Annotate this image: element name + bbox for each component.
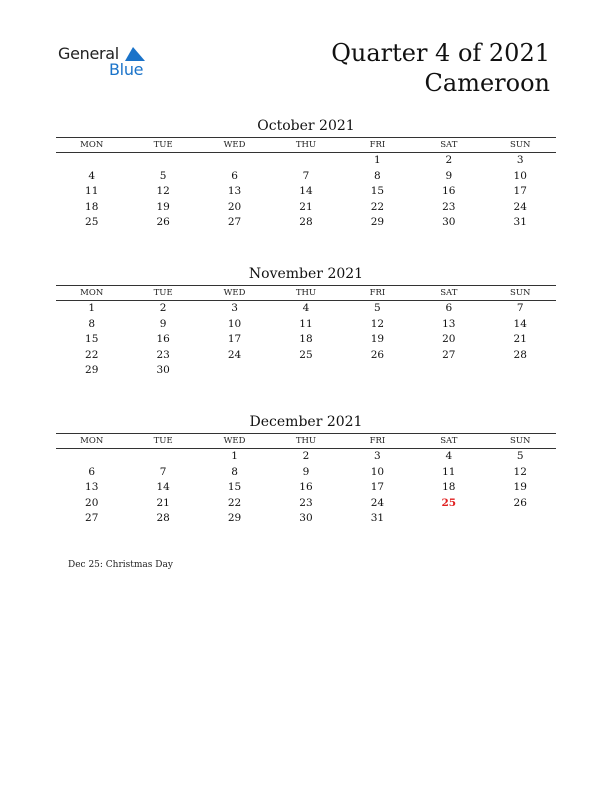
day-cell: 16: [442, 185, 456, 198]
day-cell: 18: [299, 333, 313, 346]
month-december: [56, 413, 556, 527]
day-cell: 20: [85, 496, 99, 509]
day-cell: 15: [85, 333, 99, 346]
day-cell: 6: [88, 465, 96, 478]
day-cell: 7: [516, 302, 524, 314]
day-cell: 4: [88, 169, 96, 182]
day-cell: 23: [442, 200, 456, 213]
weekday-label: TUE: [153, 288, 173, 298]
weekday-label: MON: [80, 140, 104, 150]
title-country: Cameroon: [424, 69, 550, 97]
holiday-note: Dec 25: Christmas Day: [68, 560, 173, 570]
day-cell: 8: [88, 317, 96, 330]
day-cell: 22: [370, 200, 385, 213]
logo-triangle-icon: [125, 47, 145, 61]
day-cell: 20: [442, 333, 456, 346]
day-cell: [413, 511, 484, 527]
day-cell: 5: [374, 302, 381, 314]
day-cell: 3: [374, 450, 381, 462]
week-row: [56, 169, 556, 185]
week-row: [56, 184, 556, 200]
day-cell: 23: [156, 348, 170, 361]
day-cell: 3: [231, 302, 238, 314]
weekday-label: SUN: [510, 288, 531, 298]
day-cell: 13: [85, 481, 99, 494]
weekday-header: [56, 285, 556, 301]
day-cell: 22: [227, 496, 242, 509]
weekday-label: WED: [223, 436, 246, 446]
day-cell: 9: [159, 317, 167, 330]
weekday-label: THU: [295, 140, 317, 150]
day-cell: 9: [302, 465, 310, 478]
week-row: [56, 153, 556, 169]
week-row: [56, 480, 556, 496]
day-cell: 22: [85, 348, 99, 361]
day-cell: 29: [85, 364, 99, 377]
day-cell: 14: [156, 481, 170, 494]
day-cell: [342, 363, 413, 379]
day-cell: 11: [299, 317, 313, 330]
day-cell: 15: [370, 185, 385, 198]
page-title: [331, 38, 550, 98]
day-cell: 3: [516, 154, 524, 166]
day-cell: 2: [302, 450, 310, 462]
month-title: November 2021: [248, 266, 364, 282]
holiday-notes: [68, 560, 173, 570]
weekday-label: MON: [80, 436, 104, 446]
title-quarter: Quarter 4 of 2021: [331, 39, 550, 67]
day-cell: 7: [159, 465, 167, 478]
day-cell: [270, 153, 341, 169]
day-cell: 27: [227, 216, 242, 229]
day-cell: 28: [299, 216, 313, 229]
week-row: [56, 215, 556, 231]
day-cell: 28: [156, 512, 170, 525]
day-cell: 25: [299, 348, 313, 361]
day-cell: 16: [299, 481, 313, 494]
day-cell: 19: [156, 200, 170, 213]
weekday-label: TUE: [153, 140, 173, 150]
day-cell: [56, 153, 127, 169]
week-row: [56, 301, 556, 317]
day-cell: 17: [227, 333, 242, 346]
day-cell: 2: [159, 302, 167, 314]
week-row: [56, 465, 556, 481]
day-cell: 5: [516, 450, 524, 462]
weekday-header: [56, 433, 556, 449]
week-row: [56, 200, 556, 216]
day-cell: [199, 153, 270, 169]
weekday-header: [56, 137, 556, 153]
day-cell: 21: [299, 200, 313, 213]
day-cell: [270, 363, 341, 379]
day-cell: 25: [85, 216, 99, 229]
day-cell: 4: [445, 450, 453, 462]
day-cell: [127, 449, 198, 465]
day-cell: 8: [231, 465, 238, 478]
day-cell: 27: [85, 512, 99, 525]
day-cell: 10: [370, 465, 385, 478]
day-cell: 5: [159, 169, 167, 182]
month-title: October 2021: [257, 118, 355, 134]
day-cell: 10: [227, 317, 242, 330]
week-row: [56, 363, 556, 379]
day-cell: 30: [442, 216, 456, 229]
week-row: [56, 317, 556, 333]
month-october: [56, 117, 556, 231]
day-cell: 13: [442, 317, 456, 330]
weekday-label: SUN: [510, 140, 531, 150]
day-cell: 9: [445, 169, 453, 182]
day-cell: 29: [370, 216, 385, 229]
day-cell: [485, 511, 556, 527]
day-cell: 30: [156, 364, 170, 377]
weekday-label: FRI: [369, 140, 386, 150]
week-row: [56, 449, 556, 465]
week-row: [56, 496, 556, 512]
weekday-label: FRI: [369, 436, 386, 446]
day-cell: 11: [85, 185, 99, 198]
weekday-label: SAT: [440, 288, 458, 298]
day-cell: 31: [370, 512, 385, 525]
weekday-label: THU: [295, 436, 317, 446]
day-cell: 20: [227, 200, 242, 213]
day-cell: 29: [227, 512, 242, 525]
day-cell: [485, 363, 556, 379]
day-cell: 16: [156, 333, 170, 346]
month-title: December 2021: [249, 414, 363, 430]
day-cell: 12: [370, 317, 385, 330]
day-cell: 23: [299, 496, 313, 509]
logo: [58, 44, 158, 82]
day-cell: 18: [442, 481, 456, 494]
day-cell: 19: [513, 481, 527, 494]
weekday-label: WED: [223, 140, 246, 150]
day-cell: 26: [156, 216, 170, 229]
day-cell: 28: [513, 348, 527, 361]
day-cell: 15: [227, 481, 242, 494]
weekday-label: SUN: [510, 436, 531, 446]
weekday-label: SAT: [440, 140, 458, 150]
weekday-label: THU: [295, 288, 317, 298]
logo-word-general: General: [58, 44, 119, 63]
day-cell: 10: [513, 169, 527, 182]
day-cell: 14: [513, 317, 527, 330]
day-cell: 24: [370, 496, 385, 509]
day-cell: 17: [513, 185, 527, 198]
day-cell: 12: [156, 185, 170, 198]
day-cell: 1: [88, 302, 96, 314]
day-cell: 21: [513, 333, 527, 346]
day-cell: 12: [513, 465, 527, 478]
day-cell: 26: [370, 348, 385, 361]
day-cell: 2: [445, 154, 453, 166]
day-cell: 18: [85, 200, 99, 213]
day-cell: 17: [370, 481, 385, 494]
day-cell: 6: [231, 169, 238, 182]
day-cell: 4: [302, 302, 310, 314]
day-cell: 21: [156, 496, 170, 509]
day-cell: 24: [513, 200, 527, 213]
day-cell: 31: [513, 216, 527, 229]
day-cell: [199, 363, 270, 379]
day-cell: 1: [374, 154, 381, 166]
weekday-label: MON: [80, 288, 104, 298]
day-cell: 8: [374, 169, 381, 182]
day-cell: 13: [227, 185, 242, 198]
week-row: [56, 511, 556, 527]
day-cell: 1: [231, 450, 238, 462]
holiday-day-cell: 25: [441, 496, 457, 509]
weekday-label: SAT: [440, 436, 458, 446]
day-cell: 24: [227, 348, 242, 361]
day-cell: 19: [370, 333, 385, 346]
week-row: [56, 348, 556, 364]
day-cell: 26: [513, 496, 527, 509]
logo-word-blue: Blue: [109, 60, 144, 79]
week-row: [56, 332, 556, 348]
weekday-label: FRI: [369, 288, 386, 298]
day-cell: 27: [442, 348, 456, 361]
day-cell: 14: [299, 185, 313, 198]
month-november: [56, 265, 556, 379]
day-cell: 7: [302, 169, 310, 182]
day-cell: 11: [442, 465, 456, 478]
day-cell: 6: [445, 302, 453, 314]
day-cell: [56, 449, 127, 465]
weekday-label: WED: [223, 288, 246, 298]
day-cell: [413, 363, 484, 379]
weekday-label: TUE: [153, 436, 173, 446]
day-cell: [127, 153, 198, 169]
day-cell: 30: [299, 512, 313, 525]
